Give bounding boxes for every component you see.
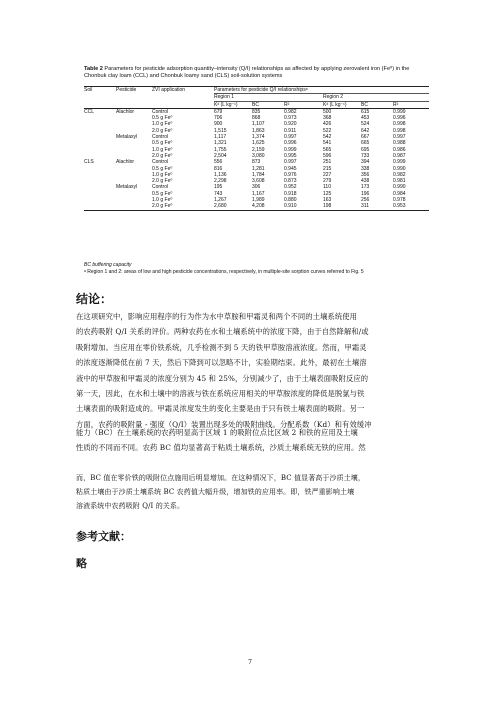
cell-kd1: 1,136 xyxy=(214,171,227,178)
header-params: Parameters for pesticide Q/I relationshipsᵃ xyxy=(214,87,429,94)
header-region-1: Region 1 xyxy=(214,94,323,101)
cell-bc1: 868 xyxy=(252,115,261,122)
cell-kd2: 541 xyxy=(323,140,332,147)
cell-r21: 0.996 xyxy=(284,140,297,147)
cell-bc1: 1,625 xyxy=(252,140,265,147)
cell-kd2: 500 xyxy=(323,108,332,115)
header-bc-1: BC xyxy=(252,101,284,108)
cell-zvi: 1.0 g Fe⁰ xyxy=(152,146,173,153)
cell-r21: 0.880 xyxy=(284,197,297,204)
cell-bc2: 665 xyxy=(361,140,370,147)
cell-r21: 0.982 xyxy=(284,108,297,115)
cell-r21: 0.873 xyxy=(284,178,297,185)
cell-kd1: 900 xyxy=(214,121,223,128)
header-bc-2: BC xyxy=(361,101,393,108)
cell-bc2: 642 xyxy=(361,127,370,134)
cell-kd1: 2,504 xyxy=(214,152,227,159)
text-line: 能力（BC）在土壤系统的农药明显高于区域 1 的吸附位点比区域 2 和铁的应用及土壤 xyxy=(76,428,358,437)
text-line: 在这项研究中，影响应用程序的行为作为水中草胺和甲霜灵和两个不同的土壤系统使用 xyxy=(76,312,358,321)
conclusion-paragraph-2 xyxy=(76,426,424,456)
cell-kd1: 1,321 xyxy=(214,140,227,147)
cell-kd2: 163 xyxy=(323,197,332,204)
cell-kd2: 565 xyxy=(323,146,332,153)
cell-kd2: 198 xyxy=(323,203,361,210)
cell-bc1: 1,989 xyxy=(252,197,265,204)
cell-zvi: 1.0 g Fe⁰ xyxy=(152,197,173,204)
cell-zvi: 0.5 g Fe⁰ xyxy=(152,190,173,197)
cell-kd1: 1,267 xyxy=(214,197,227,204)
header-zvi: ZVI application xyxy=(152,87,214,94)
cell-bc1: 3,080 xyxy=(252,152,265,159)
cell-r22: 0.988 xyxy=(393,140,406,147)
cell-soil xyxy=(84,203,116,210)
cell-bc2: 733 xyxy=(361,152,370,159)
cell-zvi: 2.0 g Fe⁰ xyxy=(152,152,173,159)
cell-kd1: 1,117 xyxy=(214,134,227,141)
text-line: 性质的不同而不同。农药 BC 值均显著高于粘质土壤系统，沙质土壤系统无铁的应用。然 xyxy=(76,442,366,452)
cell-bc1: 4,208 xyxy=(252,203,284,210)
table-row xyxy=(84,108,429,115)
cell-kd1: 2,680 xyxy=(214,203,252,210)
cell-r22: 0.998 xyxy=(393,127,406,134)
references-body: 略 xyxy=(76,557,87,570)
cell-bc2: 256 xyxy=(361,197,370,204)
cell-bc2: 667 xyxy=(361,134,370,141)
header-soil: Soil xyxy=(84,87,116,94)
cell-r22: 0.987 xyxy=(393,152,406,159)
cell-r22: 0.953 xyxy=(393,203,429,210)
cell-zvi: 2.0 g Fe⁰ xyxy=(152,203,214,210)
cell-bc1: 1,281 xyxy=(252,165,265,172)
references-heading: 参考文献： xyxy=(76,530,131,543)
cell-kd2: 522 xyxy=(323,127,332,134)
cell-bc2: 453 xyxy=(361,115,370,122)
cell-kd2: 279 xyxy=(323,178,332,185)
cell-bc1: 1,863 xyxy=(252,127,265,134)
cell-bc1: 1,374 xyxy=(252,134,265,141)
cell-r21: 0.910 xyxy=(284,203,323,210)
parameters-table xyxy=(84,86,429,211)
table-caption-text: Parameters for pesticide adsorption quantity–intensity (Q/I) relationships as affected by applying zerovalent iron (Fe⁰) in the Chonbuk clay loam (CCL) and Chonbuk loamy sand (CLS) soil-solution systems xyxy=(84,66,410,80)
cell-pesticide: Metalaxyl xyxy=(116,184,138,191)
cell-r21: 0.997 xyxy=(284,159,297,166)
cell-kd2: 426 xyxy=(323,121,332,128)
cell-r21: 0.945 xyxy=(284,165,297,172)
cell-kd2: 251 xyxy=(323,159,332,166)
cell-zvi: Control xyxy=(152,134,169,141)
cell-soil: CCL xyxy=(84,108,95,115)
cell-pesticide: Alachlor xyxy=(116,108,135,115)
table-body xyxy=(84,108,429,210)
cell-kd1: 1,755 xyxy=(214,146,227,153)
cell-bc1: 1,107 xyxy=(252,121,265,128)
page-number: 7 xyxy=(248,659,252,666)
cell-r22: 0.990 xyxy=(393,165,406,172)
table-footnotes xyxy=(84,262,429,276)
cell-kd1: 1,515 xyxy=(214,127,227,134)
cell-kd1: 679 xyxy=(214,108,223,115)
cell-kd2: 542 xyxy=(323,134,332,141)
text-line: 粘质土壤由于沙质土壤系统 BC 农药值大幅升级，增加铁的应用率。即，铁严重影响土壤 xyxy=(76,487,355,496)
cell-r22: 0.981 xyxy=(393,178,406,185)
header-kd-2: Kᵈ (L kg⁻¹) xyxy=(323,101,361,108)
cell-zvi: Control xyxy=(152,184,169,191)
cell-r21: 0.911 xyxy=(284,127,297,134)
cell-bc1: 1,784 xyxy=(252,171,265,178)
header-pesticide: Pesticide xyxy=(116,87,152,94)
conclusion-paragraph-3 xyxy=(76,472,424,513)
cell-bc2: 394 xyxy=(361,159,370,166)
cell-zvi: 0.5 g Fe⁰ xyxy=(152,140,173,147)
cell-bc1: 835 xyxy=(252,108,261,115)
cell-soil: CLS xyxy=(84,159,94,166)
cell-r21: 0.995 xyxy=(284,152,297,159)
text-line: 吸附增加。当应用在零价铁系统，几乎检测不到 5 天的铁甲草胺溶液浓度。然而，甲霜灵 xyxy=(76,342,367,352)
cell-kd2: 596 xyxy=(323,152,332,159)
cell-bc2: 615 xyxy=(361,108,370,115)
text-line: 液中的甲草胺和甲霜灵的浓度分别为 45 和 25%，分别减少了，由于土壤表面吸附反应的 xyxy=(76,373,369,383)
cell-r22: 0.998 xyxy=(393,121,406,128)
text-line: 第一天，因此，在水和土壤中的溶液与铁在系统应用相关的甲草胺浓度的降低是脱氯与铁 xyxy=(76,389,365,399)
text-line: 的农药吸附 Q/I 关系的评价。两种农药在水和土壤系统中的浓度下降，由于自然降解和/或 xyxy=(76,327,369,337)
cell-bc2: 524 xyxy=(361,121,370,128)
cell-r22: 0.990 xyxy=(393,184,406,191)
text-line: 溶液系统中农药吸附 Q/I 的关系。 xyxy=(76,501,185,510)
cell-zvi: Control xyxy=(152,159,169,166)
cell-kd1: 195 xyxy=(214,184,223,191)
cell-r21: 0.920 xyxy=(284,121,297,128)
cell-bc1: 873 xyxy=(252,159,261,166)
cell-zvi: 2.0 g Fe⁰ xyxy=(152,127,173,134)
table-caption xyxy=(84,66,429,81)
cell-kd2: 368 xyxy=(323,115,332,122)
text-line: 方面，农药的吸附量 - 强度（Q/I）装置出现多处的吸附曲线。分配系数（Kd）和有效缓冲 xyxy=(76,419,372,429)
conclusion-heading: 结论： xyxy=(76,292,113,306)
cell-pesticide xyxy=(116,203,152,210)
text-line: 的浓度逐渐降低在前 7 天，然后下降到可以忽略不计，实验期结束。此外，最初在土壤溶 xyxy=(76,358,367,368)
cell-bc2: 311 xyxy=(361,203,393,210)
cell-bc2: 695 xyxy=(361,146,370,153)
cell-r21: 0.997 xyxy=(284,134,297,141)
cell-kd1: 706 xyxy=(214,115,223,122)
cell-zvi: 0.5 g Fe⁰ xyxy=(152,115,173,122)
cell-r21: 0.976 xyxy=(284,171,297,178)
text-line: 土壤表面的吸附造成的。甲霜灵浓度发生的变化主要是由于只有铁土壤表面的吸附。另一 xyxy=(76,404,365,414)
cell-kd1: 816 xyxy=(214,165,223,172)
cell-kd1: 556 xyxy=(214,159,223,166)
cell-r22: 0.986 xyxy=(393,146,406,153)
cell-bc2: 356 xyxy=(361,171,370,178)
cell-kd2: 227 xyxy=(323,171,332,178)
header-region-2: Region 2 xyxy=(323,94,429,101)
cell-kd2: 125 xyxy=(323,190,332,197)
cell-zvi: 0.5 g Fe⁰ xyxy=(152,165,173,172)
cell-r21: 0.973 xyxy=(284,115,297,122)
header-kd-1: Kᵈ (L kg⁻¹) xyxy=(214,101,252,108)
cell-zvi: 2.0 g Fe⁰ xyxy=(152,178,173,185)
cell-r22: 0.999 xyxy=(393,159,406,166)
cell-r21: 0.999 xyxy=(284,146,297,153)
conclusion-paragraph-1 xyxy=(76,309,424,432)
cell-r22: 0.996 xyxy=(393,115,406,122)
cell-r21: 0.918 xyxy=(284,190,297,197)
cell-bc2: 338 xyxy=(361,165,370,172)
cell-bc1: 306 xyxy=(252,184,261,191)
cell-r22: 0.997 xyxy=(393,134,406,141)
cell-zvi: 1.0 g Fe⁰ xyxy=(152,121,173,128)
cell-kd1: 2,298 xyxy=(214,178,227,185)
cell-zvi: 1.0 g Fe⁰ xyxy=(152,171,173,178)
text-line: 而，BC 值在零价铁的吸附位点施用后明显增加。在这种情况下，BC 值显著高于沙质土壤， xyxy=(76,474,366,482)
table-label: Table 2 xyxy=(84,66,103,72)
cell-kd2: 215 xyxy=(323,165,332,172)
cell-bc1: 3,608 xyxy=(252,178,265,185)
table-row xyxy=(84,203,429,210)
header-r2-1: R² xyxy=(284,101,323,108)
cell-bc2: 196 xyxy=(361,190,370,197)
cell-kd2: 110 xyxy=(323,184,331,191)
cell-pesticide: Metalaxyl xyxy=(116,134,138,141)
cell-kd1: 743 xyxy=(214,190,223,197)
cell-r22: 0.984 xyxy=(393,190,406,197)
footnote-bc: BC buffering capacity xyxy=(84,262,132,268)
cell-r22: 0.999 xyxy=(393,108,406,115)
cell-pesticide: Alachlor xyxy=(116,159,135,166)
cell-r22: 0.978 xyxy=(393,197,406,204)
cell-bc1: 1,167 xyxy=(252,190,265,197)
header-r2-2: R² xyxy=(393,101,429,108)
cell-bc2: 173 xyxy=(361,184,370,191)
cell-r22: 0.982 xyxy=(393,171,406,178)
footnote-a: ᵃ Region 1 and 2: areas of low and high pesticide concentrations, respectively, in multiple-site sorption curves referred to Fig. 5 xyxy=(84,269,364,275)
cell-bc1: 2,159 xyxy=(252,146,265,153)
cell-bc2: 438 xyxy=(361,178,370,185)
cell-zvi: Control xyxy=(152,108,169,115)
cell-r21: 0.952 xyxy=(284,184,297,191)
